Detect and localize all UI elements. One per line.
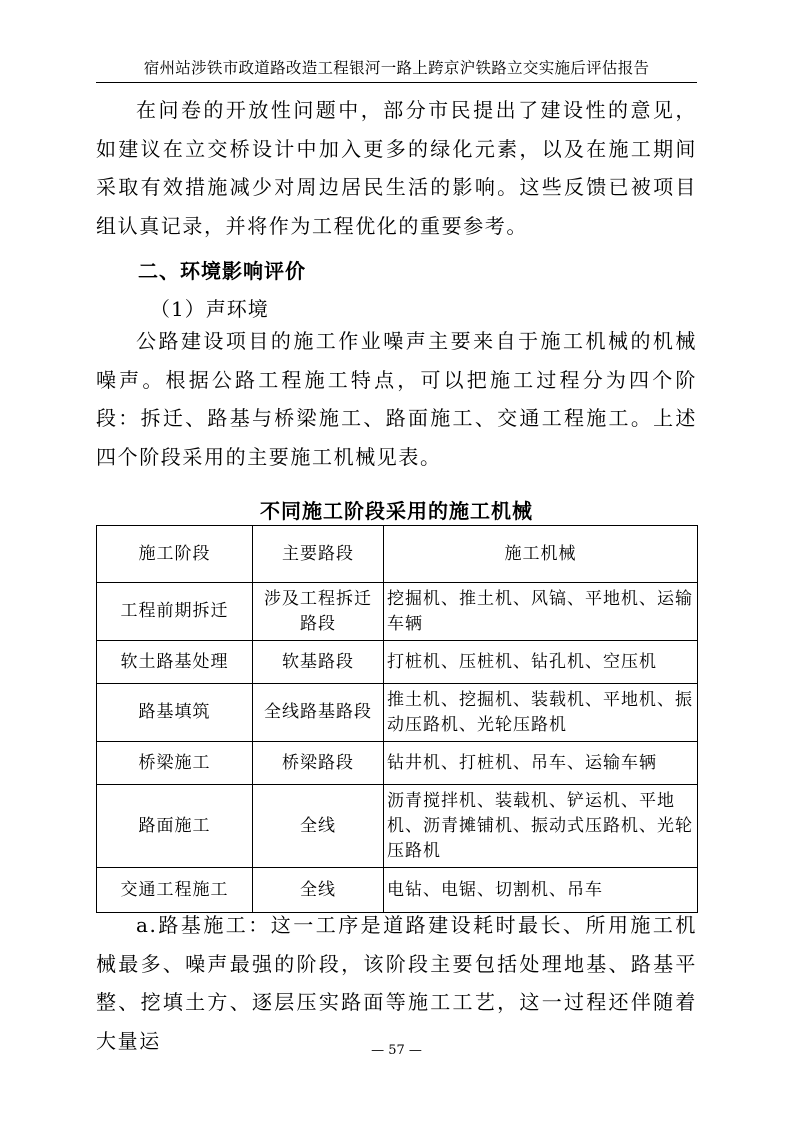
- section-cell: 全线: [253, 868, 384, 913]
- stage-cell: 桥梁施工: [97, 742, 253, 785]
- section-cell: 软基路段: [253, 641, 384, 684]
- machinery-cell: 挖掘机、推土机、风镐、平地机、运输车辆: [384, 583, 698, 641]
- machinery-cell: 推土机、挖掘机、装载机、平地机、振动压路机、光轮压路机: [384, 684, 698, 742]
- stage-cell: 软土路基处理: [97, 641, 253, 684]
- table-row: [97, 684, 698, 742]
- stage-cell: 路基填筑: [97, 684, 253, 742]
- section-cell: 涉及工程拆迁路段: [253, 583, 384, 641]
- machinery-cell: 电钻、电锯、切割机、吊车: [384, 868, 698, 913]
- page-number: — 57 —: [371, 1043, 422, 1058]
- header-rule: [96, 82, 697, 83]
- table-row: [97, 742, 698, 785]
- table-row: [97, 583, 698, 641]
- paragraph-survey-feedback: 在问卷的开放性问题中，部分市民提出了建设性的意见，如建议在立交桥设计中加入更多的绿化元素，以及在施工期间采取有效措施减少对周边居民生活的影响。这些反馈已被项目组认真记录，并将作为工程优化的重要参考。: [96, 98, 697, 239]
- section-cell: 全线路基路段: [253, 684, 384, 742]
- paragraph-noise-sources: 公路建设项目的施工作业噪声主要来自于施工机械的机械噪声。根据公路工程施工特点，可以把施工过程分为四个阶段：拆迁、路基与桥梁施工、路面施工、交通工程施工。上述四个阶段采用的主要施工机械见表。: [96, 329, 697, 470]
- machinery-cell: 钻井机、打桩机、吊车、运输车辆: [384, 742, 698, 785]
- machinery-table: [96, 525, 698, 913]
- header-machinery: 施工机械: [384, 526, 698, 583]
- section-heading: 二、环境影响评价: [138, 259, 306, 283]
- table-title: 不同施工阶段采用的施工机械: [260, 499, 533, 523]
- paragraph-subgrade-construction: a.路基施工：这一工序是道路建设耗时最长、所用施工机械最多、噪声最强的阶段，该阶段主要包括处理地基、路基平整、挖填土方、逐层压实路面等施工工艺，这一过程还伴随着大量运: [96, 913, 697, 1054]
- section-cell: 全线: [253, 785, 384, 868]
- table-header-row: [97, 526, 698, 583]
- table-row: [97, 785, 698, 868]
- table-row: [97, 641, 698, 684]
- stage-cell: 工程前期拆迁: [97, 583, 253, 641]
- stage-cell: 交通工程施工: [97, 868, 253, 913]
- section-cell: 桥梁路段: [253, 742, 384, 785]
- header-stage: 施工阶段: [97, 526, 253, 583]
- subsection-heading: （1）声环境: [150, 297, 269, 321]
- stage-cell: 路面施工: [97, 785, 253, 868]
- running-header: 宿州站涉铁市政道路改造工程银河一路上跨京沪铁路立交实施后评估报告: [143, 59, 650, 77]
- machinery-cell: 沥青搅拌机、装载机、铲运机、平地机、沥青摊铺机、振动式压路机、光轮压路机: [384, 785, 698, 868]
- header-section: 主要路段: [253, 526, 384, 583]
- machinery-cell: 打桩机、压桩机、钻孔机、空压机: [384, 641, 698, 684]
